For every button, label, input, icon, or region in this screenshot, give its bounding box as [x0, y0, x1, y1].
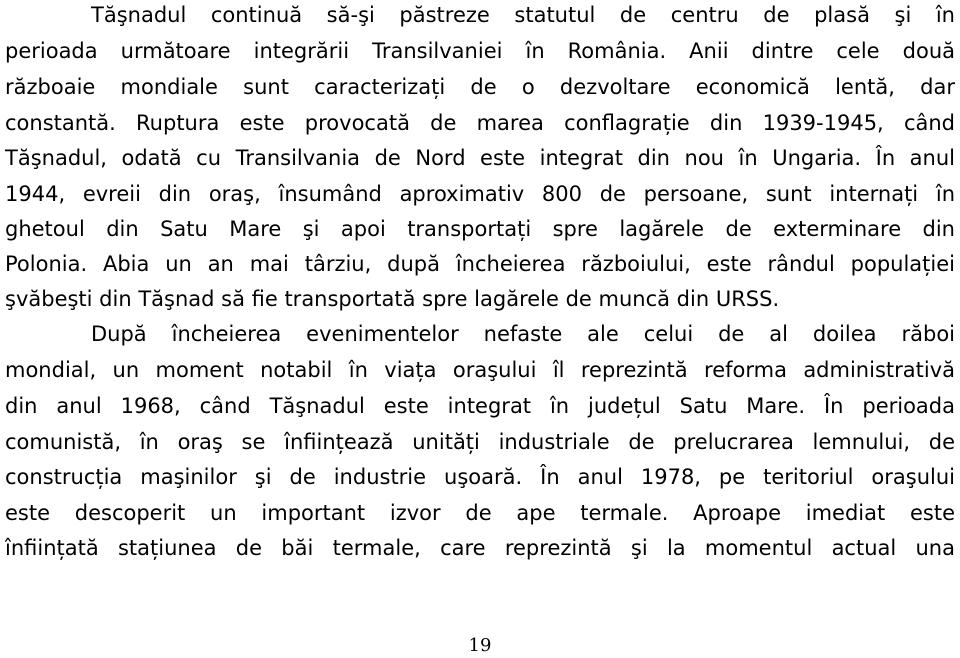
- page-number: 19: [468, 635, 492, 656]
- text-line: Polonia. Abia un an mai târziu, după încheierea războiului, este rândul populației: [5, 252, 955, 276]
- text-line: După încheierea evenimentelor nefaste ale celui de al doilea răboi: [91, 322, 955, 346]
- text-line: din anul 1968, când Tăşnadul este integrat în județul Satu Mare. În perioada: [5, 394, 955, 418]
- text-line: construcția maşinilor şi de industrie uşoară. În anul 1978, pe teritoriul oraşului: [5, 465, 955, 489]
- text-line: şvăbeşti din Tăşnad să fie transportată spre lagărele de muncă din URSS.: [5, 287, 780, 311]
- text-line: 1944, evreii din oraş, însumând aproximativ 800 de persoane, sunt internați în: [5, 182, 955, 206]
- text-line: războaie mondiale sunt caracterizați de o dezvoltare economică lentă, dar: [5, 75, 955, 99]
- text-line: este descoperit un important izvor de ape termale. Aproape imediat este: [5, 501, 955, 525]
- text-line: mondial, un moment notabil în viața oraşului îl reprezintă reforma administrativă: [5, 358, 955, 382]
- text-line: Tăşnadul, odată cu Transilvania de Nord este integrat din nou în Ungaria. În anul: [5, 146, 955, 170]
- text-line: comunistă, în oraş se înființează unități industriale de prelucrarea lemnului, de: [5, 430, 955, 454]
- text-line: perioada următoare integrării Transilvaniei în România. Anii dintre cele două: [5, 39, 955, 63]
- text-line: constantă. Ruptura este provocată de marea conflagrație din 1939-1945, când: [5, 111, 955, 135]
- text-line: ghetoul din Satu Mare şi apoi transportați spre lagărele de exterminare din: [5, 217, 955, 241]
- text-line: înființată stațiunea de băi termale, care reprezintă şi la momentul actual una: [5, 536, 955, 560]
- text-line: Tăşnadul continuă să-şi păstreze statutul de centru de plasă şi în: [91, 3, 955, 27]
